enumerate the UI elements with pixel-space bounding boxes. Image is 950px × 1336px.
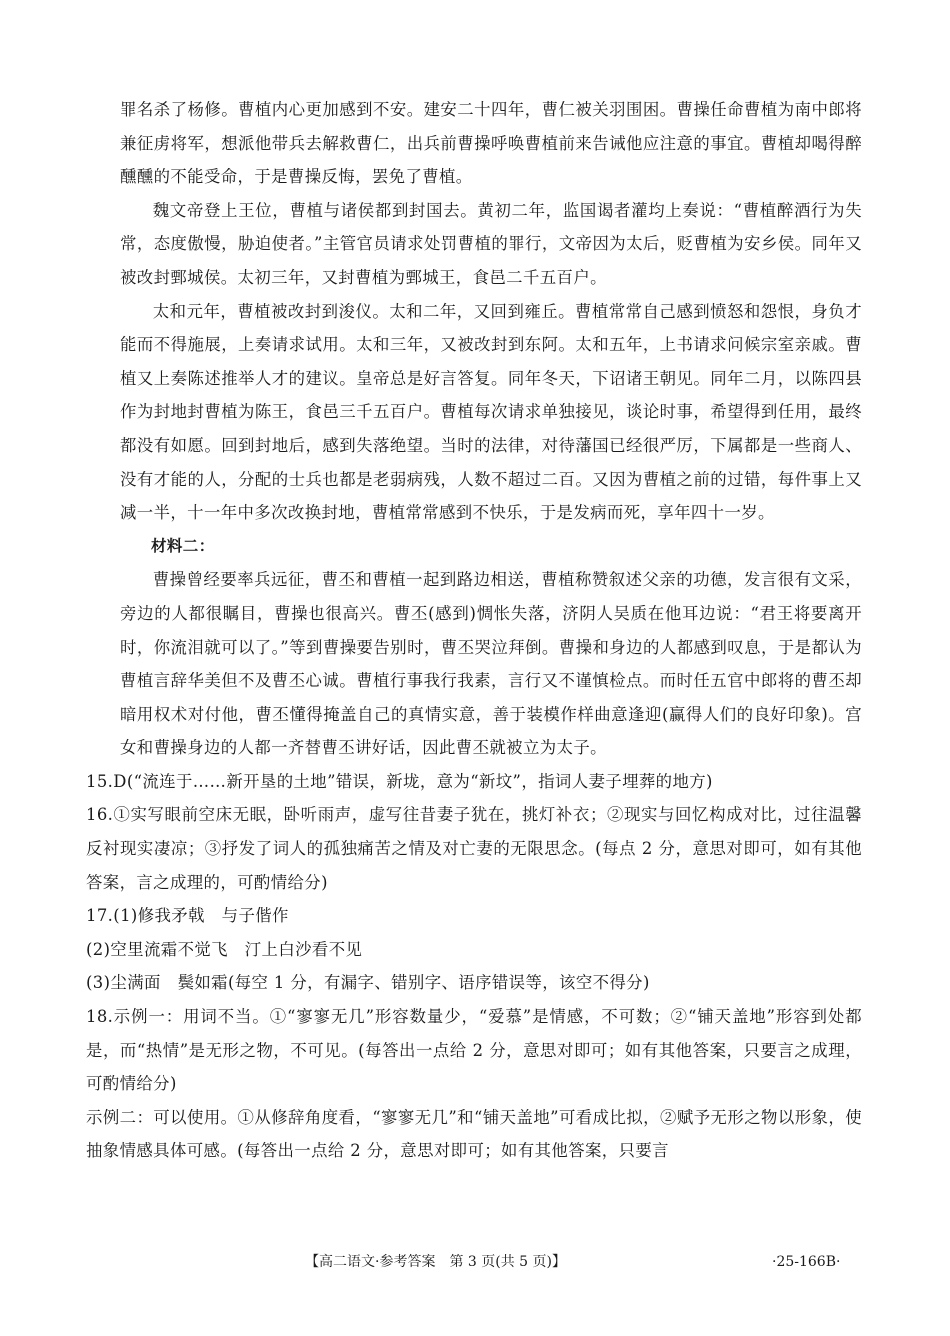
answer-17-item-2: (2)空里流霜不觉飞 汀上白沙看不见 — [86, 939, 363, 959]
answer-18 — [86, 1000, 862, 1101]
answer-16-text: ①实写眼前空床无眠，卧听雨声，虚写往昔妻子犹在，挑灯补衣；②现实与回忆构成对比，过往温馨反衬现实凄凉；③抒发了词人的孤独痛苦之情及对亡妻的无限思念。(每点 2 分，意思对即可，如有其他答案，言之成理的，可酌情给分) — [86, 805, 862, 892]
answer-17 — [86, 899, 862, 933]
answer-key-content — [86, 93, 862, 1168]
material-two-paragraph: 曹操曾经要率兵远征，曹丕和曹植一起到路边相送，曹植称赞叙述父亲的功德，发言很有文采，旁边的人都很瞩目，曹操也很高兴。曹丕(感到)惆怅失落，济阴人吴质在他耳边说：“君王将要离开时，你流泪就可以了。”等到曹操要告别时，曹丕哭泣拜倒。曹操和身边的人都感到叹息，于是都认为曹植言辞华美但不及曹丕心诚。曹植行事我行我素，言行又不谨慎检点。而时任五官中郎将的曹丕却暗用权术对付他，曹丕懂得掩盖自己的真情实意，善于装模作样曲意逢迎(赢得人们的良好印象)。宫女和曹操身边的人都一齐替曹丕讲好话，因此曹丕就被立为太子。 — [120, 570, 862, 758]
footer-page-info: 【高二语文·参考答案 第 3 页(共 5 页)】 — [305, 1254, 566, 1270]
answer-18-example-two: 示例二：可以使用。①从修辞角度看，“寥寥无几”和“铺天盖地”可看成比拟，②赋予无形之物以形象，使抽象情感具体可感。(每答出一点给 2 分，意思对即可；如有其他答案，只要言 — [86, 1107, 862, 1161]
question-number-16: 16. — [86, 805, 114, 825]
answers-section — [86, 765, 862, 1168]
question-number-15: 15. — [86, 771, 114, 791]
answer-18-example-one: 示例一：用词不当。①“寥寥无几”形容数量少，“爱慕”是情感，不可数；②“铺天盖地”形容到处都是，而“热情”是无形之物，不可见。(每答出一点给 2 分，意思对即可；如有其他答案，只要言之成理，可酌情给分) — [86, 1007, 862, 1094]
material-one-paragraph-2: 魏文帝登上王位，曹植与诸侯都到封国去。黄初二年，监国谒者灌均上奏说：“曹植醉酒行为失常，态度傲慢，胁迫使者。”主管官员请求处罚曹植的罪行，文帝因为太后，贬曹植为安乡侯。同年又被改封鄄城侯。太初三年，又封曹植为鄄城王，食邑二千五百户。 — [120, 200, 862, 287]
answer-15 — [86, 765, 862, 799]
material-one-paragraph-3: 太和元年，曹植被改封到浚仪。太和二年，又回到雍丘。曹植常常自己感到愤怒和怨恨，身负才能而不得施展，上奏请求试用。太和三年，又被改封到东阿。太和五年，上书请求问候宗室亲戚。曹植又上奏陈述推举人才的建议。皇帝总是好言答复。同年冬天，下诏诸王朝见。同年二月，以陈四县作为封地封曹植为陈王，食邑三千五百户。曹植每次请求单独接见，谈论时事，希望得到任用，最终都没有如愿。回到封地后，感到失落绝望。当时的法律，对待藩国已经很严厉，下属都是一些商人、没有才能的人，分配的士兵也都是老弱病残，人数不超过二百。又因为曹植之前的过错，每件事上又减一半，十一年中多次改换封地，曹植常常感到不快乐，于是发病而死，享年四十一岁。 — [120, 301, 862, 523]
page-footer — [0, 1250, 950, 1274]
answer-16 — [86, 798, 862, 899]
answer-17-item-3: (3)尘满面 鬓如霜(每空 1 分，有漏字、错别字、语序错误等，该空不得分) — [86, 973, 650, 993]
material-two-heading: 材料二： — [151, 536, 215, 555]
question-number-17: 17. — [86, 906, 114, 926]
answer-17-item-1: (1)修我矛戟 与子偕作 — [113, 906, 289, 926]
footer-doc-code: ·25-166B· — [772, 1254, 841, 1270]
question-number-18: 18. — [86, 1007, 114, 1027]
material-one-paragraph-1: 罪名杀了杨修。曹植内心更加感到不安。建安二十四年，曹仁被关羽围困。曹操任命曹植为南中郎将兼征虏将军，想派他带兵去解救曹仁，出兵前曹操呼唤曹植前来告诫他应注意的事宜。曹植却喝得醉醺醺的不能受命，于是曹操反悔，罢免了曹植。 — [120, 100, 862, 187]
answer-15-text: D(“流连于……新开垦的土地”错误，新垅，意为“新坟”，指词人妻子埋葬的地方) — [113, 771, 713, 791]
